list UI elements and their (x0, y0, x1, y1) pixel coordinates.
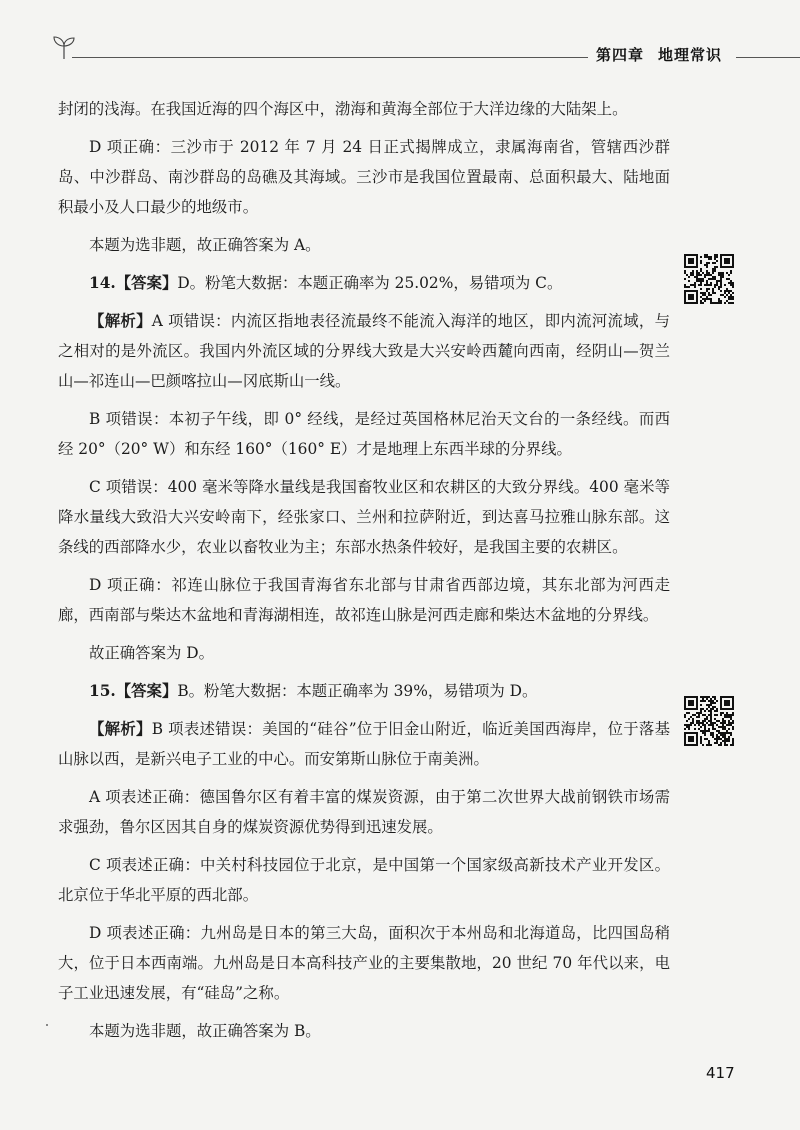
page-header (0, 0, 800, 70)
stray-mark (46, 1024, 48, 1026)
analysis-15 (58, 714, 670, 774)
paragraph: D 项正确：三沙市于 2012 年 7 月 24 日正式揭牌成立，隶属海南省，管辖西沙群岛、中沙群岛、南沙群岛的岛礁及其海域。三沙市是我国位置最南、总面积最大、陆地面积最小及人口最少的地级市。 (58, 138, 670, 216)
answer-text: B。粉笔大数据：本题正确率为 39%，易错项为 D。 (177, 682, 538, 700)
paragraph: 封闭的浅海。在我国近海的四个海区中，渤海和黄海全部位于大洋边缘的大陆架上。 (58, 100, 628, 118)
analysis-label: 【解析】 (89, 720, 152, 738)
analysis-text: A 项错误：内流区指地表径流最终不能流入海洋的地区，即内流河流域，与之相对的是外流区。我国内外流区域的分界线大致是大兴安岭西麓向西南，经阴山—贺兰山—祁连山—巴颜喀拉山—冈底斯山一线。 (58, 312, 670, 390)
answer-text: D。粉笔大数据：本题正确率为 25.02%，易错项为 C。 (177, 274, 563, 292)
chapter-label: 第四章 (596, 46, 645, 64)
paragraph: 故正确答案为 D。 (89, 644, 214, 662)
sprout-icon (52, 34, 76, 64)
answer-14 (58, 268, 670, 298)
paragraph: C 项错误：400 毫米等降水量线是我国畜牧业区和农耕区的大致分界线。400 毫米等降水量线大致沿大兴安岭南下，经张家口、兰州和拉萨附近，到达喜马拉雅山脉东部。这条线的西部降水少，农业以畜牧业为主；东部水热条件较好，是我国主要的农耕区。 (58, 478, 670, 556)
paragraph: D 项表述正确：九州岛是日本的第三大岛，面积次于本州岛和北海道岛，比四国岛稍大，位于日本西南端。九州岛是日本高科技产业的主要集散地，20 世纪 70 年代以来，电子工业迅速发展，有“硅岛”之称。 (58, 924, 670, 1002)
header-rule-left (72, 57, 588, 58)
paragraph: D 项正确：祁连山脉位于我国青海省东北部与甘肃省西部边境，其东北部为河西走廊，西南部与柴达木盆地和青海湖相连，故祁连山脉是河西走廊和柴达木盆地的分界线。 (58, 576, 670, 624)
analysis-14 (58, 306, 670, 396)
qr-code-icon[interactable] (684, 696, 734, 746)
answer-label: 15.【答案】 (89, 682, 178, 700)
paragraph: 本题为选非题，故正确答案为 A。 (89, 236, 321, 254)
page-body (58, 94, 670, 1054)
analysis-text: B 项表述错误：美国的“硅谷”位于旧金山附近，临近美国西海岸，位于落基山脉以西，是新兴电子工业的中心。而安第斯山脉位于南美洲。 (58, 720, 670, 768)
paragraph: B 项错误：本初子午线，即 0° 经线，是经过英国格林尼治天文台的一条经线。而西经 20°（20° W）和东经 160°（160° E）才是地理上东西半球的分界线。 (58, 410, 670, 458)
paragraph: 本题为选非题，故正确答案为 B。 (89, 1022, 321, 1040)
paragraph: C 项表述正确：中关村科技园位于北京，是中国第一个国家级高新技术产业开发区。北京位于华北平原的西北部。 (58, 856, 670, 904)
running-head (596, 44, 722, 65)
qr-code-icon[interactable] (684, 254, 734, 304)
section-label: 地理常识 (658, 46, 723, 64)
answer-15 (58, 676, 670, 706)
analysis-label: 【解析】 (89, 312, 152, 330)
answer-label: 14.【答案】 (89, 274, 178, 292)
paragraph: A 项表述正确：德国鲁尔区有着丰富的煤炭资源，由于第二次世界大战前钢铁市场需求强劲，鲁尔区因其自身的煤炭资源优势得到迅速发展。 (58, 788, 670, 836)
header-rule-right (736, 57, 800, 58)
page-number: 417 (706, 1064, 735, 1082)
